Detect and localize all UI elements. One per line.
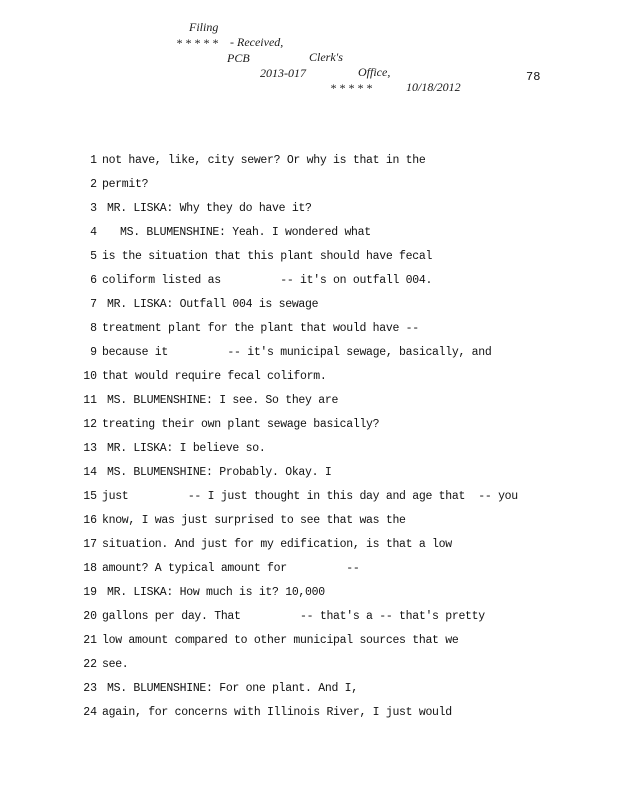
transcript-line bbox=[0, 608, 618, 632]
line-number: 19 bbox=[83, 586, 97, 599]
line-number: 7 bbox=[90, 298, 97, 311]
line-text: because it -- it's municipal sewage, basically, and bbox=[102, 346, 492, 359]
line-number: 3 bbox=[90, 202, 97, 215]
stamp-received: - Received, bbox=[230, 35, 284, 49]
transcript-line bbox=[0, 368, 618, 392]
line-text: MR. LISKA: I believe so. bbox=[107, 442, 266, 455]
line-text: is the situation that this plant should have fecal bbox=[102, 250, 433, 263]
page-number: 78 bbox=[526, 70, 541, 84]
transcript-line bbox=[0, 632, 618, 656]
line-number: 24 bbox=[83, 706, 97, 719]
transcript-line bbox=[0, 152, 618, 176]
line-text: MS. BLUMENSHINE: Probably. Okay. I bbox=[107, 466, 332, 479]
line-text: permit? bbox=[102, 178, 149, 191]
line-number: 11 bbox=[83, 394, 97, 407]
line-text: situation. And just for my edification, is that a low bbox=[102, 538, 452, 551]
line-text: MR. LISKA: How much is it? 10,000 bbox=[107, 586, 325, 599]
transcript-line bbox=[0, 344, 618, 368]
line-text: gallons per day. That -- that's a -- that's pretty bbox=[102, 610, 485, 623]
line-text: treating their own plant sewage basically? bbox=[102, 418, 380, 431]
transcript-line bbox=[0, 536, 618, 560]
line-text: see. bbox=[102, 658, 129, 671]
line-number: 23 bbox=[83, 682, 97, 695]
transcript-line bbox=[0, 416, 618, 440]
line-text: low amount compared to other municipal sources that we bbox=[102, 634, 459, 647]
line-number: 1 bbox=[90, 154, 97, 167]
line-text: MS. BLUMENSHINE: Yeah. I wondered what bbox=[120, 226, 371, 239]
transcript-line bbox=[0, 200, 618, 224]
transcript-line bbox=[0, 176, 618, 200]
transcript-line bbox=[0, 296, 618, 320]
line-number: 6 bbox=[90, 274, 97, 287]
transcript-line bbox=[0, 392, 618, 416]
transcript-line bbox=[0, 272, 618, 296]
line-number: 21 bbox=[83, 634, 97, 647]
transcript-line bbox=[0, 440, 618, 464]
transcript-line bbox=[0, 560, 618, 584]
line-text: MS. BLUMENSHINE: For one plant. And I, bbox=[107, 682, 358, 695]
line-number: 9 bbox=[90, 346, 97, 359]
line-number: 17 bbox=[83, 538, 97, 551]
transcript-body bbox=[0, 152, 618, 728]
stamp-office: Office, bbox=[358, 65, 391, 79]
transcript-line bbox=[0, 488, 618, 512]
transcript-line bbox=[0, 512, 618, 536]
line-number: 8 bbox=[90, 322, 97, 335]
line-number: 4 bbox=[90, 226, 97, 239]
line-number: 18 bbox=[83, 562, 97, 575]
transcript-line bbox=[0, 224, 618, 248]
stamp-pcb: PCB bbox=[227, 51, 250, 65]
stamp-case-number: 2013-017 bbox=[260, 66, 306, 80]
line-text: coliform listed as -- it's on outfall 004. bbox=[102, 274, 433, 287]
stamp-filing: Filing bbox=[189, 20, 219, 34]
stamp-date: 10/18/2012 bbox=[406, 80, 461, 94]
line-number: 10 bbox=[83, 370, 97, 383]
line-number: 13 bbox=[83, 442, 97, 455]
transcript-line bbox=[0, 704, 618, 728]
line-text: not have, like, city sewer? Or why is that in the bbox=[102, 154, 426, 167]
line-number: 2 bbox=[90, 178, 97, 191]
transcript-line bbox=[0, 656, 618, 680]
line-number: 15 bbox=[83, 490, 97, 503]
line-text: MS. BLUMENSHINE: I see. So they are bbox=[107, 394, 339, 407]
transcript-line bbox=[0, 248, 618, 272]
line-text: know, I was just surprised to see that was the bbox=[102, 514, 406, 527]
line-text: treatment plant for the plant that would have -- bbox=[102, 322, 419, 335]
transcript-line bbox=[0, 320, 618, 344]
line-text: again, for concerns with Illinois River, I just would bbox=[102, 706, 452, 719]
line-number: 14 bbox=[83, 466, 97, 479]
line-number: 22 bbox=[83, 658, 97, 671]
transcript-line bbox=[0, 584, 618, 608]
filing-stamp-line-2 bbox=[0, 21, 618, 96]
stamp-stars-left: * * * * * bbox=[176, 36, 218, 50]
stamp-stars-right: * * * * * bbox=[330, 81, 372, 95]
line-text: just -- I just thought in this day and age that -- you bbox=[102, 490, 518, 503]
line-text: MR. LISKA: Why they do have it? bbox=[107, 202, 312, 215]
line-number: 16 bbox=[83, 514, 97, 527]
transcript-line bbox=[0, 464, 618, 488]
stamp-clerks: Clerk's bbox=[309, 50, 343, 64]
transcript-line bbox=[0, 680, 618, 704]
line-text: MR. LISKA: Outfall 004 is sewage bbox=[107, 298, 319, 311]
line-number: 5 bbox=[90, 250, 97, 263]
line-text: that would require fecal coliform. bbox=[102, 370, 327, 383]
line-text: amount? A typical amount for -- bbox=[102, 562, 360, 575]
line-number: 12 bbox=[83, 418, 97, 431]
line-number: 20 bbox=[83, 610, 97, 623]
